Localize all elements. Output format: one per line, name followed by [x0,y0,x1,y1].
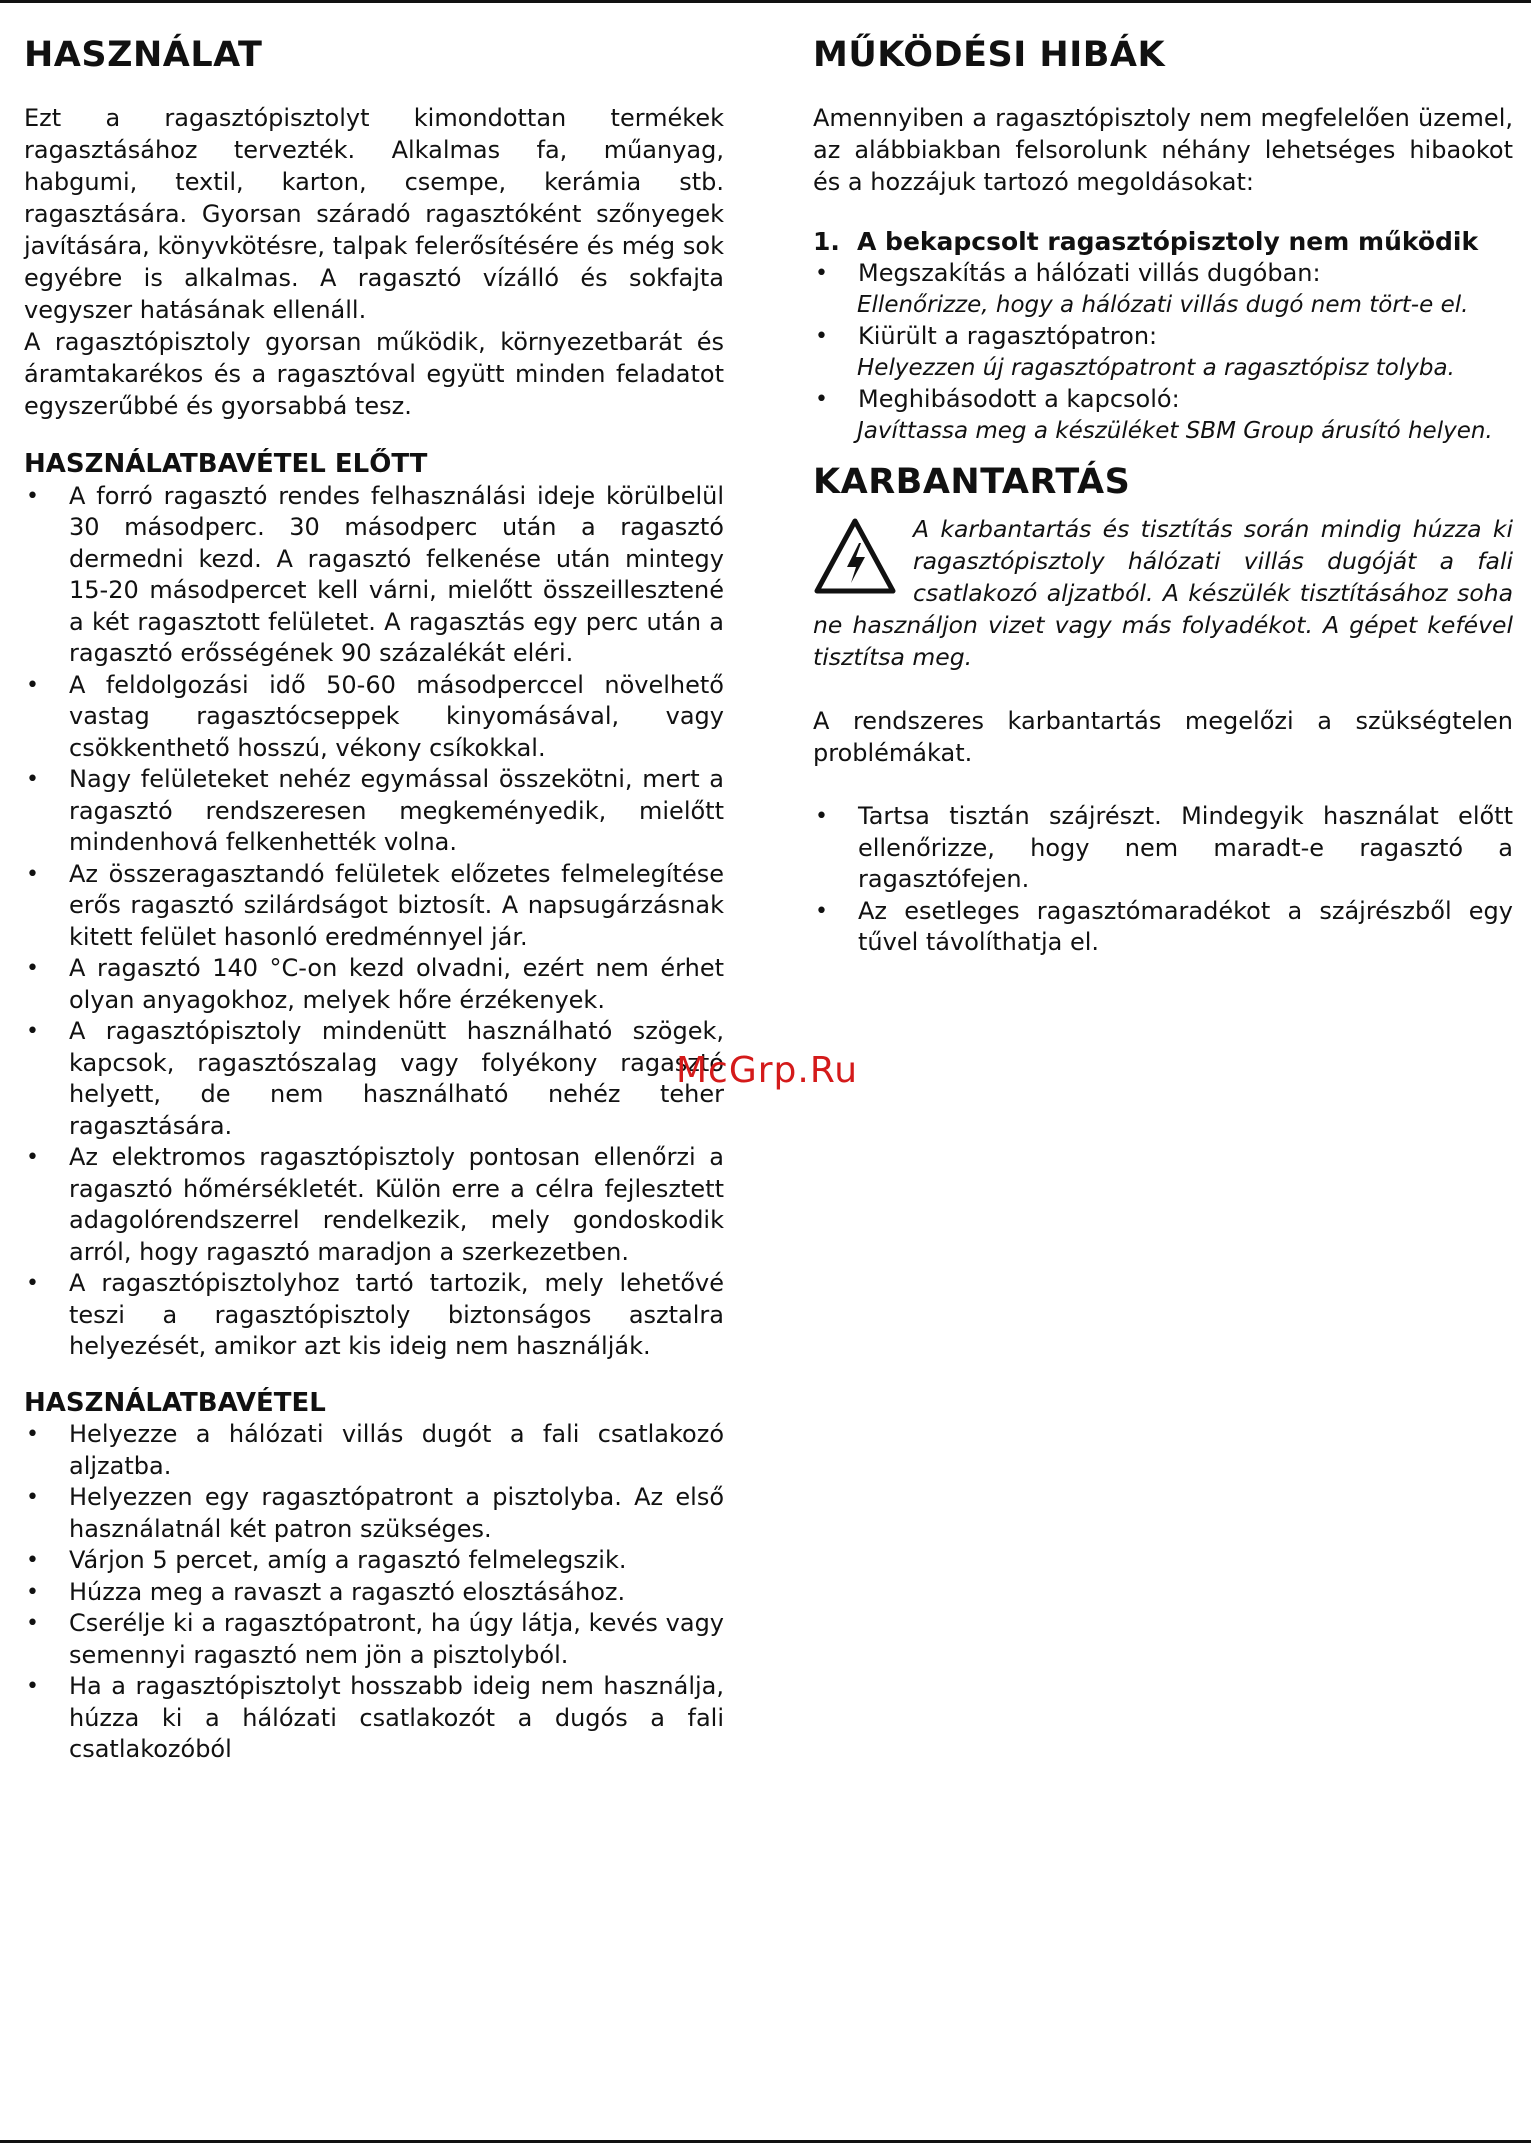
fault-cause: • Kiürült a ragasztópatron: [813,321,1513,353]
right-column [813,28,1513,959]
list-item: • Tartsa tisztán szájrészt. Mindegyik használat előtt ellenőrizze, hogy nem maradt-e ragasztó a ragasztófejen. [813,801,1513,896]
list-item: • Cserélje ki a ragasztópatront, ha úgy látja, kevés vagy semennyi ragasztó nem jön a pisztolyból. [24,1608,724,1671]
fault-remedy: Ellenőrizze, hogy a hálózati villás dugó nem tört-e el. [857,291,1469,318]
warning-block [813,513,1513,673]
usage-title: HASZNÁLAT [24,35,263,75]
list-item: • Az elektromos ragasztópisztoly pontosan ellenőrzi a ragasztó hőmérsékletét. Külön erre a célra fejlesztett adagolórendszerrel rendelkezik, mely gondoskodik arról, hogy ragasztó maradjon a szerkezetben. [24,1142,724,1268]
before-use-list [24,481,724,1363]
fault-heading [813,226,1513,258]
maintenance-text: A rendszeres karbantartás megelőzi a szükségtelen problémákat. [813,707,1513,767]
electric-warning-icon [813,517,897,595]
list-item: • A ragasztópisztolyhoz tartó tartozik, mely lehetővé teszi a ragasztópisztoly biztonságos asztalra helyezését, amikor azt kis ideig nem használják. [24,1268,724,1363]
faults-intro: Amennyiben a ragasztópisztoly nem megfelelően üzemel, az alábbiakban felsorolunk néhány lehetséges hibaokot és a hozzájuk tartozó megoldásokat: [813,104,1513,196]
faults-title: MŰKÖDÉSI HIBÁK [813,35,1166,75]
list-item: • A feldolgozási idő 50-60 másodperccel növelhető vastag ragasztócseppek kinyomásával, vagy csökkenthető hosszú, vékony csíkokkal. [24,670,724,765]
intro-paragraph-1: Ezt a ragasztópisztolyt kimondottan termékek ragasztásához tervezték. Alkalmas fa, műanyag, habgumi, textil, karton, csempe, kerámia stb. ragasztására. Gyorsan száradó ragasztóként szőnyegek javítására, könyvkötésre, talpak felerősítésére és még sok egyébre is alkalmas. A ragasztó vízálló és sokfajta vegyszer hatásának ellenáll. [24,104,724,324]
bottom-rule [0,2140,1531,2143]
use-heading: HASZNÁLATBAVÉTEL [24,1387,326,1418]
top-rule [0,0,1531,3]
watermark: McGrp.Ru [676,1050,859,1091]
left-column [24,28,724,1766]
intro-paragraph-2: A ragasztópisztoly gyorsan működik, környezetbarát és áramtakarékos és a ragasztóval együtt minden feladatot egyszerűbbé és gyorsabbá tesz. [24,328,724,420]
list-item: • Helyezzen egy ragasztópatront a pisztolyba. Az első használatnál két patron szükséges. [24,1482,724,1545]
list-item: • Várjon 5 percet, amíg a ragasztó felmelegszik. [24,1545,724,1577]
list-item: • A ragasztópisztoly mindenütt használható szögek, kapcsok, ragasztószalag vagy folyékony ragasztó helyett, de nem használható nehéz teher ragasztására. [24,1016,724,1142]
list-item: • A forró ragasztó rendes felhasználási ideje körülbelül 30 másodperc. 30 másodperc után a ragasztó dermedni kezd. A ragasztó felkenése után mintegy 15-20 másodpercet kell várni, mielőtt összeillesztené a két ragasztott felületet. A ragasztás egy perc után a ragasztó erősségének 90 százalékát eléri. [24,481,724,670]
maintenance-title: KARBANTARTÁS [813,462,1131,502]
fault-cause: • Meghibásodott a kapcsoló: [813,384,1513,416]
fault-cause: • Megszakítás a hálózati villás dugóban: [813,258,1513,290]
list-item: • Az összeragasztandó felületek előzetes felmelegítése erős ragasztó szilárdságot biztosít. A napsugárzásnak kitett felület hasonló eredménnyel jár. [24,859,724,954]
list-item: • Az esetleges ragasztómaradékot a szájrészből egy tűvel távolíthatja el. [813,896,1513,959]
list-item: • Ha a ragasztópisztolyt hosszabb ideig nem használja, húzza ki a hálózati csatlakozót a dugós a fali csatlakozóból [24,1671,724,1766]
maintenance-list [813,801,1513,959]
list-item: • Nagy felületeket nehéz egymással összekötni, mert a ragasztó rendszeresen megkeményedik, mielőtt mindenhová felkenhették volna. [24,764,724,859]
warning-text: A karbantartás és tisztítás során mindig húzza ki ragasztópisztoly hálózati villás dugóját a fali csatlakozó aljzatból. A készülék tisztításához soha ne használjon vizet vagy más folyadékot. A gépet kefével tisztítsa meg. [813,515,1513,671]
fault-heading-text: A bekapcsolt ragasztópisztoly nem működik [857,227,1479,256]
use-list [24,1419,724,1766]
list-item: • Húzza meg a ravaszt a ragasztó elosztásához. [24,1577,724,1609]
fault-remedy: Javíttassa meg a készüléket SBM Group árusító helyen. [857,417,1493,444]
before-use-heading: HASZNÁLATBAVÉTEL ELŐTT [24,449,428,479]
fault-number: 1. [813,227,840,256]
list-item: • Helyezze a hálózati villás dugót a fali csatlakozó aljzatba. [24,1419,724,1482]
list-item: • A ragasztó 140 °C-on kezd olvadni, ezért nem érhet olyan anyagokhoz, melyek hőre érzékenyek. [24,953,724,1016]
fault-remedy: Helyezzen új ragasztópatront a ragasztópisz tolyba. [857,354,1455,381]
